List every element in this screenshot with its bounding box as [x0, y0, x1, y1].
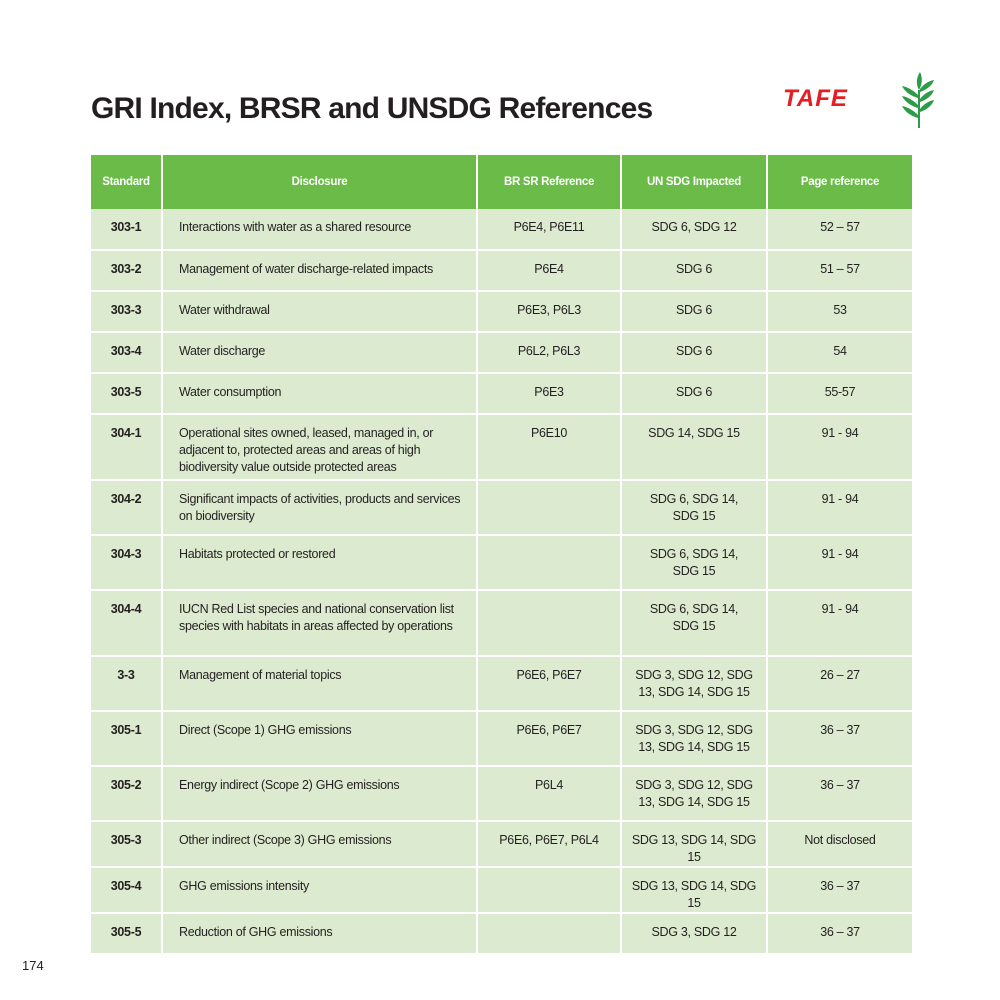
- cell-standard: 304-2: [91, 480, 162, 535]
- cell-page-reference: 55-57: [767, 373, 912, 414]
- cell-sdg: SDG 6, SDG 14, SDG 15: [621, 590, 767, 656]
- cell-page-reference: 53: [767, 291, 912, 332]
- cell-disclosure: Energy indirect (Scope 2) GHG emissions: [162, 766, 477, 821]
- cell-standard: 304-3: [91, 535, 162, 590]
- table-row: [91, 711, 912, 766]
- cell-standard: 305-3: [91, 821, 162, 867]
- cell-disclosure: Reduction of GHG emissions: [162, 913, 477, 954]
- cell-disclosure: Significant impacts of activities, products and services on biodiversity: [162, 480, 477, 535]
- cell-brsr-reference: [477, 590, 621, 656]
- cell-standard: 303-3: [91, 291, 162, 332]
- cell-sdg: SDG 3, SDG 12: [621, 913, 767, 954]
- table-row: [91, 332, 912, 373]
- cell-disclosure: GHG emissions intensity: [162, 867, 477, 913]
- table-row: [91, 535, 912, 590]
- cell-standard: 304-1: [91, 414, 162, 480]
- cell-sdg: SDG 13, SDG 14, SDG 15: [621, 867, 767, 913]
- cell-standard: 305-5: [91, 913, 162, 954]
- cell-sdg: SDG 6: [621, 250, 767, 291]
- table-row: [91, 209, 912, 250]
- table-row: [91, 656, 912, 711]
- cell-standard: 304-4: [91, 590, 162, 656]
- cell-sdg: SDG 6: [621, 373, 767, 414]
- cell-disclosure: Interactions with water as a shared resource: [162, 209, 477, 250]
- table-row: [91, 250, 912, 291]
- table-row: [91, 821, 912, 867]
- cell-page-reference: 91 - 94: [767, 414, 912, 480]
- gri-reference-table: [91, 155, 912, 955]
- page-title: GRI Index, BRSR and UNSDG References: [91, 92, 653, 125]
- cell-standard: 305-2: [91, 766, 162, 821]
- cell-page-reference: 91 - 94: [767, 480, 912, 535]
- cell-page-reference: 36 – 37: [767, 766, 912, 821]
- cell-sdg: SDG 3, SDG 12, SDG 13, SDG 14, SDG 15: [621, 656, 767, 711]
- cell-standard: 305-4: [91, 867, 162, 913]
- cell-sdg: SDG 3, SDG 12, SDG 13, SDG 14, SDG 15: [621, 711, 767, 766]
- table-row: [91, 913, 912, 954]
- cell-sdg: SDG 14, SDG 15: [621, 414, 767, 480]
- cell-disclosure: Water discharge: [162, 332, 477, 373]
- cell-page-reference: 91 - 94: [767, 590, 912, 656]
- cell-sdg: SDG 6, SDG 12: [621, 209, 767, 250]
- table-row: [91, 590, 912, 656]
- cell-brsr-reference: P6L4: [477, 766, 621, 821]
- cell-page-reference: Not disclosed: [767, 821, 912, 867]
- logo-text: TAFE: [783, 85, 848, 112]
- cell-disclosure: Other indirect (Scope 3) GHG emissions: [162, 821, 477, 867]
- cell-sdg: SDG 6: [621, 332, 767, 373]
- cell-disclosure: IUCN Red List species and national conservation list species with habitats in areas affected by operations: [162, 590, 477, 656]
- cell-sdg: SDG 6: [621, 291, 767, 332]
- cell-standard: 3-3: [91, 656, 162, 711]
- cell-brsr-reference: P6E4, P6E11: [477, 209, 621, 250]
- cell-page-reference: 54: [767, 332, 912, 373]
- table-row: [91, 291, 912, 332]
- cell-brsr-reference: P6E4: [477, 250, 621, 291]
- cell-page-reference: 36 – 37: [767, 867, 912, 913]
- cell-page-reference: 36 – 37: [767, 913, 912, 954]
- cell-page-reference: 36 – 37: [767, 711, 912, 766]
- cell-sdg: SDG 6, SDG 14, SDG 15: [621, 480, 767, 535]
- cell-sdg: SDG 6, SDG 14, SDG 15: [621, 535, 767, 590]
- cell-brsr-reference: P6E10: [477, 414, 621, 480]
- cell-standard: 303-4: [91, 332, 162, 373]
- cell-disclosure: Operational sites owned, leased, managed in, or adjacent to, protected areas and areas of high biodiversity value outside protected areas: [162, 414, 477, 480]
- cell-brsr-reference: P6E6, P6E7: [477, 656, 621, 711]
- page-number: 174: [22, 958, 44, 973]
- cell-standard: 305-1: [91, 711, 162, 766]
- cell-brsr-reference: P6E6, P6E7, P6L4: [477, 821, 621, 867]
- cell-brsr-reference: [477, 535, 621, 590]
- cell-disclosure: Management of water discharge-related impacts: [162, 250, 477, 291]
- column-header-un-sdg-impacted: UN SDG Impacted: [621, 155, 767, 209]
- cell-standard: 303-5: [91, 373, 162, 414]
- cell-brsr-reference: P6E3, P6L3: [477, 291, 621, 332]
- cell-standard: 303-2: [91, 250, 162, 291]
- tafe-logo: [783, 70, 943, 130]
- cell-sdg: SDG 13, SDG 14, SDG 15: [621, 821, 767, 867]
- cell-page-reference: 91 - 94: [767, 535, 912, 590]
- cell-brsr-reference: [477, 867, 621, 913]
- cell-standard: 303-1: [91, 209, 162, 250]
- cell-brsr-reference: P6L2, P6L3: [477, 332, 621, 373]
- cell-disclosure: Management of material topics: [162, 656, 477, 711]
- column-header-brsr-reference: BR SR Reference: [477, 155, 621, 209]
- cell-page-reference: 26 – 27: [767, 656, 912, 711]
- cell-brsr-reference: [477, 913, 621, 954]
- cell-brsr-reference: P6E6, P6E7: [477, 711, 621, 766]
- column-header-page-reference: Page reference: [767, 155, 912, 209]
- cell-brsr-reference: P6E3: [477, 373, 621, 414]
- wheat-leaf-icon: [901, 70, 935, 128]
- column-header-standard: Standard: [91, 155, 162, 209]
- table-header-row: [91, 155, 912, 209]
- table-row: [91, 766, 912, 821]
- cell-disclosure: Water consumption: [162, 373, 477, 414]
- table-row: [91, 414, 912, 480]
- column-header-disclosure: Disclosure: [162, 155, 477, 209]
- cell-sdg: SDG 3, SDG 12, SDG 13, SDG 14, SDG 15: [621, 766, 767, 821]
- table-row: [91, 480, 912, 535]
- table-row: [91, 867, 912, 913]
- cell-disclosure: Direct (Scope 1) GHG emissions: [162, 711, 477, 766]
- cell-page-reference: 51 – 57: [767, 250, 912, 291]
- cell-brsr-reference: [477, 480, 621, 535]
- table-row: [91, 373, 912, 414]
- cell-disclosure: Water withdrawal: [162, 291, 477, 332]
- cell-disclosure: Habitats protected or restored: [162, 535, 477, 590]
- cell-page-reference: 52 – 57: [767, 209, 912, 250]
